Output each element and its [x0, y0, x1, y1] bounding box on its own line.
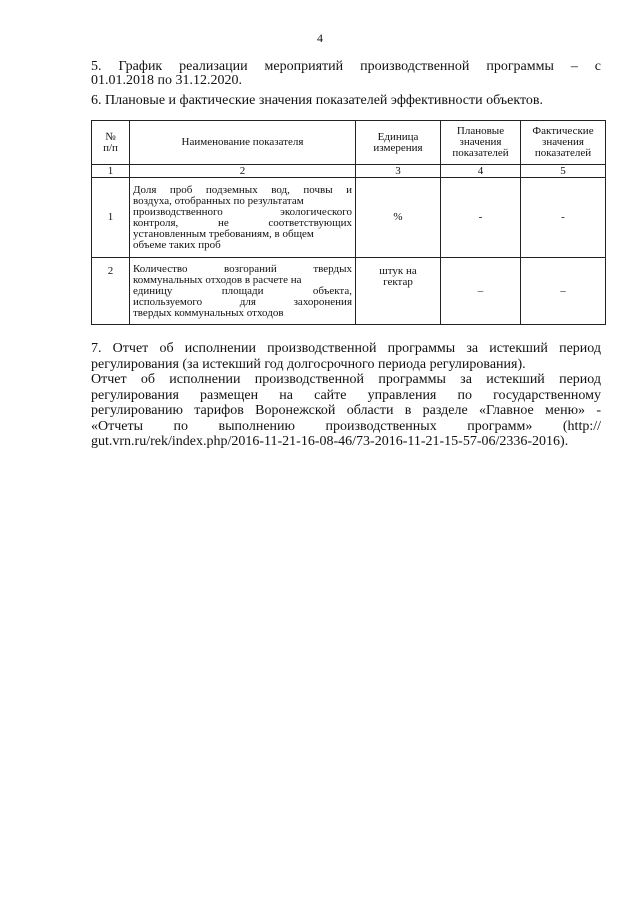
section-7-line: «Отчеты по выполнению производственных программ» (http:// — [91, 418, 601, 434]
header-unit-line: Единица — [377, 130, 419, 143]
row-name-line: твердых коммунальных отходов — [133, 306, 284, 319]
section-7-line: 7. Отчет об исполнении производственной программы за истекший период — [91, 341, 601, 356]
header-fact-line: значения — [542, 136, 584, 148]
row-unit — [356, 258, 441, 325]
row-unit-line: гектар — [383, 276, 413, 288]
header-fact-line: Фактические — [532, 125, 594, 137]
section-7-line: регулированию тарифов Воронежской области в разделе «Главное меню» - — [91, 403, 601, 418]
row-unit-line: штук на — [379, 265, 417, 277]
table-header-row — [92, 121, 606, 165]
header-name: Наименование показателя — [130, 121, 356, 165]
column-number: 4 — [441, 165, 521, 178]
column-number: 1 — [92, 165, 130, 178]
section-6-title: 6. Плановые и фактические значения показателей эффективности объектов. — [91, 93, 544, 108]
column-number: 5 — [521, 165, 606, 178]
row-name-line: коммунальных отходов в расчете на — [133, 273, 302, 286]
row-name-line: производственного экологического — [133, 205, 352, 218]
table-row — [92, 178, 606, 258]
column-number: 3 — [356, 165, 441, 178]
row-num: 1 — [92, 178, 130, 258]
row-plan: - — [441, 178, 521, 258]
row-name-line: установленным требованиям, в общем — [133, 227, 314, 240]
section-7-line: регулирования размещен на сайте управления по государственному — [91, 387, 601, 403]
section-5-line-1: 5. График реализации мероприятий производственной программы – с — [91, 59, 601, 74]
row-num: 2 — [92, 258, 130, 325]
table-row — [92, 258, 606, 325]
header-fact — [521, 121, 606, 165]
row-name-line: объеме таких проб — [133, 238, 221, 251]
row-name-line: контроля, не соответствующих — [133, 216, 352, 229]
section-5 — [91, 60, 601, 88]
row-plan: – — [441, 258, 521, 325]
header-plan-line: значения — [459, 136, 502, 148]
header-plan-line: Плановые — [456, 125, 505, 137]
row-name-line: Количество возгораний твердых — [133, 262, 352, 275]
section-7-line: регулирования (за истекший год долгосрочного периода регулирования). — [91, 356, 526, 372]
header-unit-line: измерения — [373, 141, 423, 154]
row-fact: - — [521, 178, 606, 258]
row-fact: – — [521, 258, 606, 325]
header-unit — [356, 121, 441, 165]
header-num-line: п/п — [103, 141, 118, 154]
section-7-line: Отчет об исполнении производственной программы за истекший период — [91, 372, 601, 387]
column-number-row — [92, 165, 606, 178]
header-plan-line: показателей — [452, 147, 509, 159]
header-num-line: № — [105, 130, 116, 143]
header-plan — [441, 121, 521, 165]
row-name-line: Доля проб подземных вод, почвы и — [133, 183, 352, 196]
section-7 — [91, 341, 601, 450]
row-name-line: единицу площади объекта, — [133, 284, 352, 297]
column-number: 2 — [130, 165, 356, 178]
row-name-line: используемого для захоронения — [133, 295, 352, 308]
section-5-line-2: 01.01.2018 по 31.12.2020. — [91, 73, 242, 88]
row-unit: % — [356, 178, 441, 258]
header-fact-line: показателей — [534, 147, 592, 159]
page-number: 4 — [317, 31, 323, 45]
row-name-line: воздуха, отобранных по результатам — [133, 194, 304, 207]
indicators-table — [91, 120, 606, 325]
section-6 — [91, 94, 601, 108]
header-num — [92, 121, 130, 165]
row-name — [130, 258, 356, 325]
section-7-line: gut.vrn.ru/rek/index.php/2016-11-21-16-08-46/73-2016-11-21-15-57-06/2336-2016). — [91, 434, 569, 449]
row-name — [130, 178, 356, 258]
